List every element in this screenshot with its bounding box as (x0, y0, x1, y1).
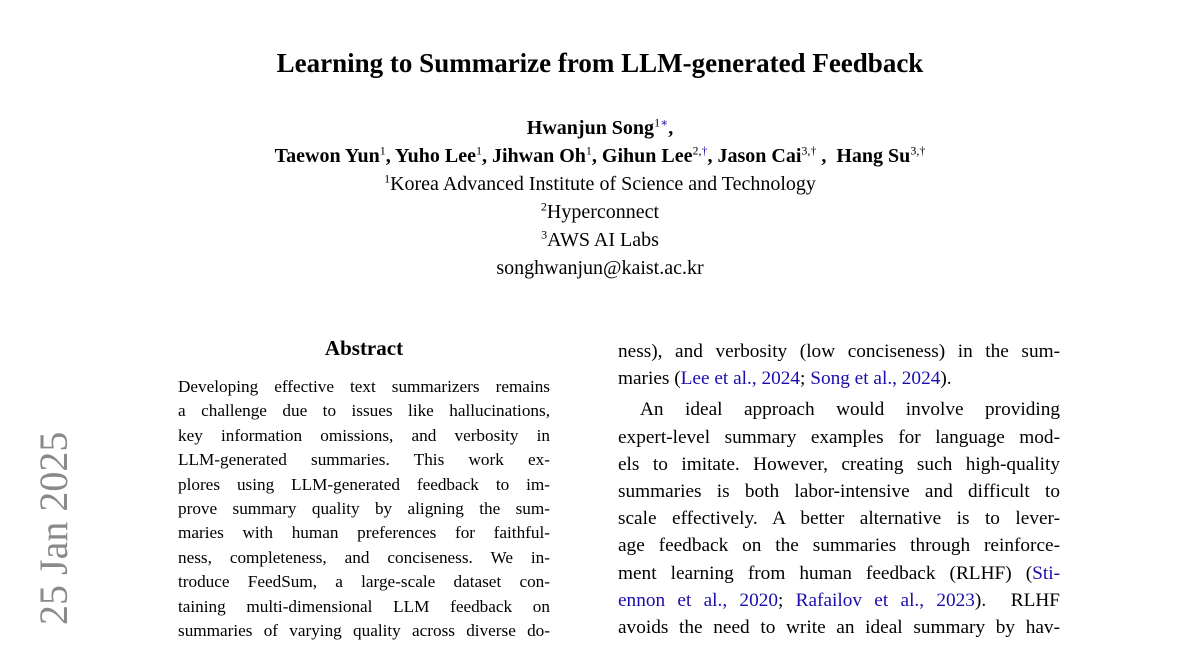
body-line (618, 365, 1060, 392)
affiliation-text: AWS AI Labs (547, 229, 659, 251)
abstract-line: a challenge due to issues like hallucinations, (178, 401, 550, 421)
body-line: avoids the need to write an ideal summary by hav- (618, 617, 1060, 639)
author-block (0, 114, 1200, 282)
author-name: Jihwan Oh (491, 145, 586, 167)
abstract-line: taining multi-dimensional LLM feedback on (178, 596, 550, 616)
author-separator: , (668, 117, 674, 139)
body-text-fragment: ). RLHF (974, 589, 1060, 611)
abstract-line: plores using LLM-generated feedback to im- (178, 474, 550, 494)
body-line: An ideal approach would involve providing (640, 399, 1060, 421)
citation-link[interactable]: Sti- (1032, 562, 1060, 584)
affiliation-sup: 3 (541, 227, 548, 242)
right-column (618, 338, 1060, 641)
body-text-fragment: ). (940, 368, 952, 390)
body-line: els to imitate. However, creating such high-quality (618, 453, 1060, 475)
author-name: Hang Su (836, 145, 911, 167)
citation-separator: ; (778, 589, 796, 611)
left-column (178, 336, 550, 643)
citation-separator: ; (800, 368, 811, 390)
citation-link[interactable]: ennon et al., 2020 (618, 589, 778, 611)
author-name: Yuho Lee (395, 145, 476, 167)
abstract-body (178, 375, 550, 643)
affiliation-3 (0, 226, 1200, 254)
abstract-line: ness, completeness, and conciseness. We in- (178, 547, 550, 567)
equal-contribution-mark[interactable]: † (701, 143, 708, 158)
author-name: Hwanjun Song (526, 117, 655, 139)
abstract-line: key information omissions, and verbosity in (178, 425, 550, 445)
abstract-line: troduce FeedSum, a large-scale dataset con- (178, 572, 550, 592)
abstract-line: summaries of varying quality across diverse do- (178, 621, 550, 641)
abstract-heading: Abstract (324, 336, 404, 360)
body-line: summaries is both labor-intensive and difficult to (618, 481, 1060, 503)
affiliation-text: Korea Advanced Institute of Science and Technology (390, 173, 816, 195)
abstract-line: maries with human preferences for faithful- (178, 523, 550, 543)
abstract-line: LLM-generated summaries. This work ex- (178, 450, 550, 470)
author-name: Jason Cai (717, 145, 802, 167)
paper-title: Learning to Summarize from LLM-generated Feedback (276, 48, 924, 78)
author-affiliation-sup: 1 (475, 143, 482, 158)
body-text-fragment: maries ( (618, 368, 681, 390)
author-separator: , (481, 145, 492, 167)
citation-link[interactable]: Song et al., 2024 (810, 368, 941, 390)
citation-link[interactable]: Rafailov et al., 2023 (795, 589, 975, 611)
author-separator: , (707, 145, 718, 167)
affiliation-text: Hyperconnect (546, 201, 660, 223)
body-line (618, 560, 1060, 587)
abstract-line: prove summary quality by aligning the sum- (178, 499, 550, 519)
author-name: Taewon Yun (274, 145, 380, 167)
body-line: scale effectively. A better alternative is to lever- (618, 508, 1060, 530)
author-line-1 (0, 114, 1200, 142)
affiliation-sup: 2 (540, 199, 547, 214)
body-line: expert-level summary examples for language mod- (618, 426, 1060, 448)
author-affiliation-sup: 1 (585, 143, 592, 158)
author-affiliation-sup: 2, (692, 143, 702, 158)
body-line (618, 587, 1060, 614)
author-name: Gihun Lee (601, 145, 693, 167)
corresponding-author-mark[interactable]: ∗ (660, 115, 669, 130)
affiliation-2 (0, 198, 1200, 226)
arxiv-date-stamp: 25 Jan 2025 (31, 431, 76, 625)
author-separator: , (816, 145, 837, 167)
author-affiliation-sup: 3,† (910, 143, 926, 158)
author-separator: , (591, 145, 602, 167)
author-line-2 (0, 142, 1200, 170)
author-affiliation-sup: 1 (379, 143, 386, 158)
affiliation-1 (0, 170, 1200, 198)
author-email: songhwanjun@kaist.ac.kr (496, 257, 704, 279)
abstract-line: Developing effective text summarizers remains (178, 377, 550, 396)
body-line: ness), and verbosity (low conciseness) in the sum- (618, 341, 1060, 362)
author-separator: , (385, 145, 395, 167)
body-text-fragment: ment learning from human feedback (RLHF) ( (618, 562, 1033, 584)
citation-link[interactable]: Lee et al., 2024 (680, 368, 801, 390)
author-affiliation-sup: 1 (654, 115, 661, 130)
body-line: age feedback on the summaries through reinforce- (618, 535, 1060, 557)
author-affiliation-sup: 3,† (801, 143, 817, 158)
affiliation-sup: 1 (384, 171, 391, 186)
